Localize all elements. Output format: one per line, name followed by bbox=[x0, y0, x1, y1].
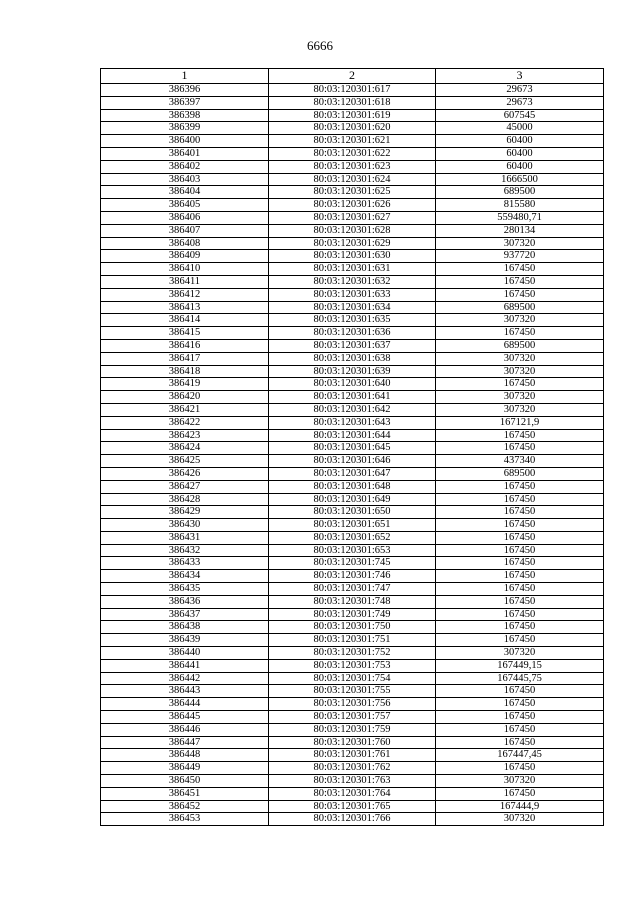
cadastral-number-cell: 80:03:120301:639 bbox=[269, 365, 436, 378]
table-row bbox=[101, 391, 604, 404]
row-number-cell: 386412 bbox=[101, 288, 269, 301]
cadastral-number-cell: 80:03:120301:630 bbox=[269, 250, 436, 263]
cadastral-number-cell: 80:03:120301:751 bbox=[269, 634, 436, 647]
cadastral-number-cell: 80:03:120301:638 bbox=[269, 352, 436, 365]
table-row bbox=[101, 224, 604, 237]
table-row bbox=[101, 84, 604, 97]
row-number-cell: 386411 bbox=[101, 275, 269, 288]
value-cell: 689500 bbox=[436, 186, 604, 199]
table-row bbox=[101, 339, 604, 352]
table-row bbox=[101, 647, 604, 660]
row-number-cell: 386444 bbox=[101, 698, 269, 711]
value-cell: 167450 bbox=[436, 621, 604, 634]
value-cell: 167450 bbox=[436, 263, 604, 276]
cadastral-number-cell: 80:03:120301:637 bbox=[269, 339, 436, 352]
cadastral-number-cell: 80:03:120301:754 bbox=[269, 672, 436, 685]
cadastral-number-cell: 80:03:120301:749 bbox=[269, 608, 436, 621]
table-row bbox=[101, 147, 604, 160]
header-row bbox=[101, 69, 604, 84]
row-number-cell: 386413 bbox=[101, 301, 269, 314]
table-body bbox=[101, 84, 604, 826]
value-cell: 167450 bbox=[436, 711, 604, 724]
value-cell: 167450 bbox=[436, 493, 604, 506]
row-number-cell: 386434 bbox=[101, 570, 269, 583]
cadastral-number-cell: 80:03:120301:629 bbox=[269, 237, 436, 250]
table-row bbox=[101, 685, 604, 698]
cadastral-number-cell: 80:03:120301:759 bbox=[269, 723, 436, 736]
cadastral-number-cell: 80:03:120301:766 bbox=[269, 813, 436, 826]
table-row bbox=[101, 762, 604, 775]
value-cell: 167450 bbox=[436, 557, 604, 570]
cadastral-number-cell: 80:03:120301:651 bbox=[269, 519, 436, 532]
cadastral-number-cell: 80:03:120301:625 bbox=[269, 186, 436, 199]
cadastral-number-cell: 80:03:120301:624 bbox=[269, 173, 436, 186]
row-number-cell: 386436 bbox=[101, 595, 269, 608]
row-number-cell: 386407 bbox=[101, 224, 269, 237]
table-row bbox=[101, 403, 604, 416]
table-row bbox=[101, 608, 604, 621]
value-cell: 437340 bbox=[436, 455, 604, 468]
row-number-cell: 386445 bbox=[101, 711, 269, 724]
value-cell: 167450 bbox=[436, 506, 604, 519]
table-row bbox=[101, 467, 604, 480]
cadastral-number-cell: 80:03:120301:762 bbox=[269, 762, 436, 775]
cadastral-number-cell: 80:03:120301:623 bbox=[269, 160, 436, 173]
row-number-cell: 386432 bbox=[101, 544, 269, 557]
cadastral-number-cell: 80:03:120301:745 bbox=[269, 557, 436, 570]
row-number-cell: 386441 bbox=[101, 659, 269, 672]
value-cell: 307320 bbox=[436, 391, 604, 404]
cadastral-number-cell: 80:03:120301:752 bbox=[269, 647, 436, 660]
row-number-cell: 386448 bbox=[101, 749, 269, 762]
row-number-cell: 386419 bbox=[101, 378, 269, 391]
cadastral-number-cell: 80:03:120301:650 bbox=[269, 506, 436, 519]
row-number-cell: 386416 bbox=[101, 339, 269, 352]
value-cell: 45000 bbox=[436, 122, 604, 135]
row-number-cell: 386418 bbox=[101, 365, 269, 378]
cadastral-number-cell: 80:03:120301:649 bbox=[269, 493, 436, 506]
value-cell: 29673 bbox=[436, 84, 604, 97]
table-row bbox=[101, 659, 604, 672]
table-row bbox=[101, 122, 604, 135]
value-cell: 307320 bbox=[436, 237, 604, 250]
value-cell: 167450 bbox=[436, 787, 604, 800]
table-row bbox=[101, 698, 604, 711]
row-number-cell: 386414 bbox=[101, 314, 269, 327]
row-number-cell: 386408 bbox=[101, 237, 269, 250]
row-number-cell: 386421 bbox=[101, 403, 269, 416]
row-number-cell: 386438 bbox=[101, 621, 269, 634]
value-cell: 689500 bbox=[436, 467, 604, 480]
cadastral-number-cell: 80:03:120301:632 bbox=[269, 275, 436, 288]
cadastral-number-cell: 80:03:120301:757 bbox=[269, 711, 436, 724]
cadastral-number-cell: 80:03:120301:756 bbox=[269, 698, 436, 711]
row-number-cell: 386424 bbox=[101, 442, 269, 455]
row-number-cell: 386417 bbox=[101, 352, 269, 365]
cadastral-number-cell: 80:03:120301:641 bbox=[269, 391, 436, 404]
table-row bbox=[101, 199, 604, 212]
cadastral-number-cell: 80:03:120301:760 bbox=[269, 736, 436, 749]
registry-table bbox=[100, 68, 604, 826]
table-row bbox=[101, 493, 604, 506]
value-cell: 167449,15 bbox=[436, 659, 604, 672]
table-row bbox=[101, 749, 604, 762]
row-number-cell: 386420 bbox=[101, 391, 269, 404]
row-number-cell: 386403 bbox=[101, 173, 269, 186]
value-cell: 559480,71 bbox=[436, 211, 604, 224]
cadastral-number-cell: 80:03:120301:765 bbox=[269, 800, 436, 813]
value-cell: 167450 bbox=[436, 442, 604, 455]
table-row bbox=[101, 621, 604, 634]
table-row bbox=[101, 544, 604, 557]
value-cell: 60400 bbox=[436, 147, 604, 160]
table-row bbox=[101, 352, 604, 365]
table-row bbox=[101, 506, 604, 519]
value-cell: 167450 bbox=[436, 634, 604, 647]
table-row bbox=[101, 250, 604, 263]
value-cell: 167450 bbox=[436, 531, 604, 544]
value-cell: 167450 bbox=[436, 480, 604, 493]
value-cell: 167445,75 bbox=[436, 672, 604, 685]
cadastral-number-cell: 80:03:120301:631 bbox=[269, 263, 436, 276]
table-row bbox=[101, 365, 604, 378]
row-number-cell: 386437 bbox=[101, 608, 269, 621]
cadastral-number-cell: 80:03:120301:748 bbox=[269, 595, 436, 608]
cadastral-number-cell: 80:03:120301:764 bbox=[269, 787, 436, 800]
table-row bbox=[101, 570, 604, 583]
table-row bbox=[101, 775, 604, 788]
row-number-cell: 386447 bbox=[101, 736, 269, 749]
value-cell: 167450 bbox=[436, 685, 604, 698]
value-cell: 167450 bbox=[436, 570, 604, 583]
row-number-cell: 386400 bbox=[101, 135, 269, 148]
table-row bbox=[101, 813, 604, 826]
table-row bbox=[101, 288, 604, 301]
row-number-cell: 386397 bbox=[101, 96, 269, 109]
row-number-cell: 386402 bbox=[101, 160, 269, 173]
value-cell: 167450 bbox=[436, 762, 604, 775]
value-cell: 307320 bbox=[436, 403, 604, 416]
cadastral-number-cell: 80:03:120301:642 bbox=[269, 403, 436, 416]
value-cell: 307320 bbox=[436, 813, 604, 826]
row-number-cell: 386427 bbox=[101, 480, 269, 493]
value-cell: 167450 bbox=[436, 544, 604, 557]
row-number-cell: 386443 bbox=[101, 685, 269, 698]
column-header-1: 1 bbox=[101, 69, 269, 84]
value-cell: 167450 bbox=[436, 698, 604, 711]
value-cell: 307320 bbox=[436, 352, 604, 365]
row-number-cell: 386396 bbox=[101, 84, 269, 97]
table-row bbox=[101, 672, 604, 685]
cadastral-number-cell: 80:03:120301:750 bbox=[269, 621, 436, 634]
row-number-cell: 386451 bbox=[101, 787, 269, 800]
row-number-cell: 386406 bbox=[101, 211, 269, 224]
cadastral-number-cell: 80:03:120301:619 bbox=[269, 109, 436, 122]
table-row bbox=[101, 96, 604, 109]
row-number-cell: 386450 bbox=[101, 775, 269, 788]
row-number-cell: 386410 bbox=[101, 263, 269, 276]
value-cell: 1666500 bbox=[436, 173, 604, 186]
table-row bbox=[101, 263, 604, 276]
table-row bbox=[101, 109, 604, 122]
cadastral-number-cell: 80:03:120301:617 bbox=[269, 84, 436, 97]
value-cell: 167447,45 bbox=[436, 749, 604, 762]
row-number-cell: 386425 bbox=[101, 455, 269, 468]
table-row bbox=[101, 327, 604, 340]
value-cell: 167450 bbox=[436, 288, 604, 301]
value-cell: 937720 bbox=[436, 250, 604, 263]
cadastral-number-cell: 80:03:120301:620 bbox=[269, 122, 436, 135]
table-row bbox=[101, 275, 604, 288]
row-number-cell: 386429 bbox=[101, 506, 269, 519]
value-cell: 60400 bbox=[436, 160, 604, 173]
cadastral-number-cell: 80:03:120301:627 bbox=[269, 211, 436, 224]
table-header bbox=[101, 69, 604, 84]
value-cell: 607545 bbox=[436, 109, 604, 122]
row-number-cell: 386446 bbox=[101, 723, 269, 736]
cadastral-number-cell: 80:03:120301:746 bbox=[269, 570, 436, 583]
row-number-cell: 386409 bbox=[101, 250, 269, 263]
cadastral-number-cell: 80:03:120301:646 bbox=[269, 455, 436, 468]
table-row bbox=[101, 595, 604, 608]
table-row bbox=[101, 314, 604, 327]
value-cell: 167444,9 bbox=[436, 800, 604, 813]
row-number-cell: 386430 bbox=[101, 519, 269, 532]
table-row bbox=[101, 160, 604, 173]
row-number-cell: 386401 bbox=[101, 147, 269, 160]
table-row bbox=[101, 301, 604, 314]
value-cell: 307320 bbox=[436, 314, 604, 327]
value-cell: 167450 bbox=[436, 723, 604, 736]
cadastral-number-cell: 80:03:120301:643 bbox=[269, 416, 436, 429]
cadastral-number-cell: 80:03:120301:635 bbox=[269, 314, 436, 327]
table-row bbox=[101, 211, 604, 224]
cadastral-number-cell: 80:03:120301:761 bbox=[269, 749, 436, 762]
value-cell: 167121,9 bbox=[436, 416, 604, 429]
row-number-cell: 386399 bbox=[101, 122, 269, 135]
cadastral-number-cell: 80:03:120301:647 bbox=[269, 467, 436, 480]
value-cell: 167450 bbox=[436, 736, 604, 749]
row-number-cell: 386452 bbox=[101, 800, 269, 813]
cadastral-number-cell: 80:03:120301:753 bbox=[269, 659, 436, 672]
row-number-cell: 386433 bbox=[101, 557, 269, 570]
cadastral-number-cell: 80:03:120301:747 bbox=[269, 583, 436, 596]
cadastral-number-cell: 80:03:120301:640 bbox=[269, 378, 436, 391]
cadastral-number-cell: 80:03:120301:621 bbox=[269, 135, 436, 148]
cadastral-number-cell: 80:03:120301:622 bbox=[269, 147, 436, 160]
row-number-cell: 386449 bbox=[101, 762, 269, 775]
cadastral-number-cell: 80:03:120301:644 bbox=[269, 429, 436, 442]
table-row bbox=[101, 736, 604, 749]
row-number-cell: 386435 bbox=[101, 583, 269, 596]
table-row bbox=[101, 723, 604, 736]
table-row bbox=[101, 583, 604, 596]
value-cell: 60400 bbox=[436, 135, 604, 148]
row-number-cell: 386440 bbox=[101, 647, 269, 660]
table-row bbox=[101, 557, 604, 570]
row-number-cell: 386405 bbox=[101, 199, 269, 212]
table-row bbox=[101, 173, 604, 186]
value-cell: 689500 bbox=[436, 339, 604, 352]
row-number-cell: 386428 bbox=[101, 493, 269, 506]
row-number-cell: 386431 bbox=[101, 531, 269, 544]
row-number-cell: 386442 bbox=[101, 672, 269, 685]
value-cell: 167450 bbox=[436, 608, 604, 621]
column-header-3: 3 bbox=[436, 69, 604, 84]
table-row bbox=[101, 442, 604, 455]
value-cell: 280134 bbox=[436, 224, 604, 237]
cadastral-number-cell: 80:03:120301:653 bbox=[269, 544, 436, 557]
cadastral-number-cell: 80:03:120301:626 bbox=[269, 199, 436, 212]
table-row bbox=[101, 800, 604, 813]
row-number-cell: 386398 bbox=[101, 109, 269, 122]
row-number-cell: 386423 bbox=[101, 429, 269, 442]
row-number-cell: 386453 bbox=[101, 813, 269, 826]
row-number-cell: 386404 bbox=[101, 186, 269, 199]
value-cell: 689500 bbox=[436, 301, 604, 314]
table-row bbox=[101, 416, 604, 429]
value-cell: 815580 bbox=[436, 199, 604, 212]
value-cell: 307320 bbox=[436, 365, 604, 378]
page-number: 6666 bbox=[307, 38, 333, 53]
column-header-2: 2 bbox=[269, 69, 436, 84]
table-row bbox=[101, 429, 604, 442]
row-number-cell: 386415 bbox=[101, 327, 269, 340]
cadastral-number-cell: 80:03:120301:763 bbox=[269, 775, 436, 788]
table-row bbox=[101, 634, 604, 647]
value-cell: 29673 bbox=[436, 96, 604, 109]
row-number-cell: 386439 bbox=[101, 634, 269, 647]
row-number-cell: 386422 bbox=[101, 416, 269, 429]
table-row bbox=[101, 378, 604, 391]
cadastral-number-cell: 80:03:120301:636 bbox=[269, 327, 436, 340]
cadastral-number-cell: 80:03:120301:755 bbox=[269, 685, 436, 698]
cadastral-number-cell: 80:03:120301:628 bbox=[269, 224, 436, 237]
table-row bbox=[101, 711, 604, 724]
cadastral-number-cell: 80:03:120301:618 bbox=[269, 96, 436, 109]
value-cell: 167450 bbox=[436, 429, 604, 442]
table-row bbox=[101, 519, 604, 532]
table-row bbox=[101, 531, 604, 544]
table-row bbox=[101, 480, 604, 493]
table-row bbox=[101, 186, 604, 199]
cadastral-number-cell: 80:03:120301:633 bbox=[269, 288, 436, 301]
value-cell: 167450 bbox=[436, 583, 604, 596]
cadastral-number-cell: 80:03:120301:652 bbox=[269, 531, 436, 544]
value-cell: 167450 bbox=[436, 378, 604, 391]
value-cell: 167450 bbox=[436, 275, 604, 288]
cadastral-number-cell: 80:03:120301:645 bbox=[269, 442, 436, 455]
value-cell: 167450 bbox=[436, 519, 604, 532]
cadastral-number-cell: 80:03:120301:648 bbox=[269, 480, 436, 493]
cadastral-number-cell: 80:03:120301:634 bbox=[269, 301, 436, 314]
value-cell: 307320 bbox=[436, 775, 604, 788]
row-number-cell: 386426 bbox=[101, 467, 269, 480]
table-row bbox=[101, 455, 604, 468]
value-cell: 167450 bbox=[436, 327, 604, 340]
table-row bbox=[101, 787, 604, 800]
value-cell: 167450 bbox=[436, 595, 604, 608]
table-row bbox=[101, 237, 604, 250]
table-row bbox=[101, 135, 604, 148]
value-cell: 307320 bbox=[436, 647, 604, 660]
